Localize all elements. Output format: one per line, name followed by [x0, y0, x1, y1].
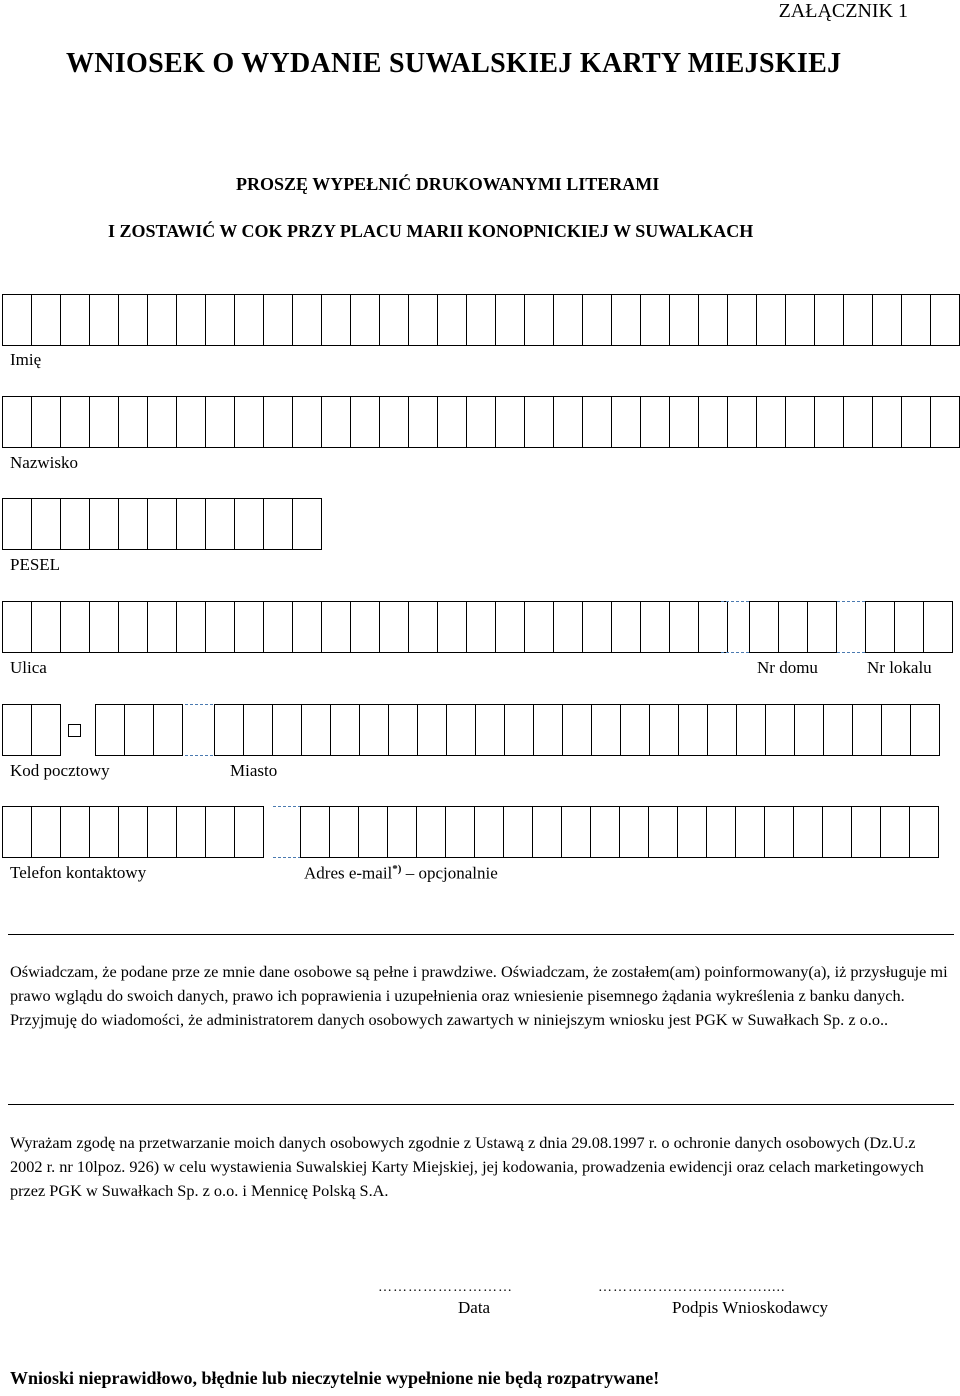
char-box[interactable]: [359, 704, 389, 756]
char-box[interactable]: [735, 806, 765, 858]
char-box[interactable]: [408, 294, 438, 346]
char-box[interactable]: [437, 396, 467, 448]
char-box[interactable]: [524, 601, 554, 653]
char-box[interactable]: [95, 704, 125, 756]
char-box[interactable]: [756, 294, 786, 346]
declaration-text: Oświadczam, że podane prze ze mnie dane osobowe są pełne i prawdziwe. Oświadczam, że zostałem(am) poinformowany(a), iż przysługuje mi prawo wglądu do swoich danych, prawo ich poprawienia i uzupełnienia oraz wniesienie pisemnego żądania wykreślenia z banku danych. Przyjmuję do wiadomości, że administratorem danych osobowych zawartych w niniejszym wniosku jest PGK w Suwałkach Sp. z o.o..: [10, 962, 948, 1029]
char-box[interactable]: [408, 396, 438, 448]
char-box[interactable]: [379, 396, 409, 448]
char-box[interactable]: [437, 601, 467, 653]
char-box[interactable]: [843, 396, 873, 448]
char-box[interactable]: [408, 601, 438, 653]
char-box[interactable]: [321, 294, 351, 346]
char-box[interactable]: [234, 601, 264, 653]
char-box[interactable]: [89, 806, 119, 858]
char-box[interactable]: [350, 294, 380, 346]
char-box[interactable]: [619, 806, 649, 858]
char-box[interactable]: [503, 806, 533, 858]
char-box[interactable]: [31, 498, 61, 550]
char-box[interactable]: [765, 704, 795, 756]
char-box[interactable]: [60, 498, 90, 550]
char-box[interactable]: [562, 704, 592, 756]
char-box[interactable]: [205, 498, 235, 550]
char-box[interactable]: [2, 704, 32, 756]
char-box[interactable]: [852, 704, 882, 756]
char-box[interactable]: [822, 806, 852, 858]
instruction-line-1: PROSZĘ WYPEŁNIĆ DRUKOWANYMI LITERAMI: [236, 174, 660, 194]
char-box[interactable]: [124, 704, 154, 756]
char-box[interactable]: [31, 704, 61, 756]
char-box[interactable]: [736, 704, 766, 756]
char-box[interactable]: [930, 396, 960, 448]
char-box[interactable]: [89, 294, 119, 346]
char-box[interactable]: [234, 806, 264, 858]
char-box[interactable]: [901, 396, 931, 448]
char-box[interactable]: [118, 806, 148, 858]
char-box[interactable]: [89, 601, 119, 653]
char-box[interactable]: [706, 806, 736, 858]
char-box[interactable]: [176, 601, 206, 653]
instruction-line-2: I ZOSTAWIĆ W COK PRZY PLACU MARII KONOPNICKIEJ W SUWALKACH: [108, 221, 754, 241]
char-box[interactable]: [611, 601, 641, 653]
char-box[interactable]: [118, 396, 148, 448]
char-box[interactable]: [416, 806, 446, 858]
char-box[interactable]: [553, 294, 583, 346]
char-box[interactable]: [778, 601, 808, 653]
char-box[interactable]: [611, 294, 641, 346]
char-box[interactable]: [388, 704, 418, 756]
postal-city-boxes[interactable]: [0, 704, 960, 756]
divider-2: [8, 1104, 954, 1105]
char-box[interactable]: [263, 601, 293, 653]
char-box[interactable]: [2, 601, 32, 653]
date-label: Data: [458, 1298, 491, 1317]
street-label: Ulica: [10, 658, 47, 677]
char-box[interactable]: [611, 396, 641, 448]
char-box[interactable]: [466, 601, 496, 653]
char-box[interactable]: [292, 294, 322, 346]
consent-text: Wyrażam zgodę na przetwarzanie moich danych osobowych zgodnie z Ustawą z dnia 29.08.1997 r. o ochronie danych osobowych (Dz.U.z 2002 r. nr 10lpoz. 926) w celu wystawienia Suwalskiej Karty Miejskiej, jej kodowania, prowadzenia ewidencji oraz celach marketingowych przez PGK w Suwałkach Sp. z o.o. i Mennicę Polską S.A.: [10, 1133, 924, 1200]
char-box[interactable]: [118, 601, 148, 653]
char-box[interactable]: [205, 396, 235, 448]
char-box[interactable]: [379, 601, 409, 653]
char-box[interactable]: [590, 806, 620, 858]
char-box[interactable]: [379, 294, 409, 346]
char-box[interactable]: [930, 294, 960, 346]
char-box[interactable]: [553, 396, 583, 448]
char-box[interactable]: [147, 498, 177, 550]
char-box[interactable]: [640, 294, 670, 346]
phone-label: Telefon kontaktowy: [10, 863, 147, 882]
char-box[interactable]: [118, 498, 148, 550]
char-box[interactable]: [350, 601, 380, 653]
signature-label: Podpis Wnioskodawcy: [672, 1298, 828, 1317]
char-box[interactable]: [234, 396, 264, 448]
char-box[interactable]: [214, 704, 244, 756]
char-box[interactable]: [669, 294, 699, 346]
address-boxes[interactable]: [0, 601, 960, 653]
char-box[interactable]: [756, 396, 786, 448]
char-box[interactable]: [292, 498, 322, 550]
char-box[interactable]: [445, 806, 475, 858]
char-box[interactable]: [31, 294, 61, 346]
char-box[interactable]: [474, 806, 504, 858]
char-box[interactable]: [205, 806, 235, 858]
char-box[interactable]: [524, 294, 554, 346]
char-box[interactable]: [147, 294, 177, 346]
char-box[interactable]: [872, 294, 902, 346]
char-box[interactable]: [794, 704, 824, 756]
email-label: Adres e-mail*) – opcjonalnie: [304, 863, 498, 883]
char-box[interactable]: [764, 806, 794, 858]
char-box[interactable]: [814, 396, 844, 448]
char-box[interactable]: [678, 704, 708, 756]
char-box[interactable]: [147, 601, 177, 653]
char-box[interactable]: [785, 294, 815, 346]
pesel-label: PESEL: [10, 555, 61, 574]
char-box[interactable]: [582, 601, 612, 653]
checkbox-icon[interactable]: [68, 724, 81, 737]
char-box[interactable]: [532, 806, 562, 858]
char-box[interactable]: [263, 396, 293, 448]
char-box[interactable]: [582, 396, 612, 448]
char-box[interactable]: [727, 294, 757, 346]
first-name-boxes[interactable]: [0, 294, 960, 346]
char-box[interactable]: [2, 396, 32, 448]
char-box[interactable]: [31, 396, 61, 448]
char-box[interactable]: [176, 294, 206, 346]
char-box[interactable]: [466, 396, 496, 448]
char-box[interactable]: [880, 806, 910, 858]
char-box[interactable]: [153, 704, 183, 756]
last-name-label: Nazwisko: [10, 453, 78, 472]
char-box[interactable]: [300, 806, 330, 858]
char-box[interactable]: [851, 806, 881, 858]
char-box[interactable]: [533, 704, 563, 756]
attachment-label: ZAŁĄCZNIK 1: [778, 0, 908, 22]
char-box[interactable]: [329, 806, 359, 858]
char-box[interactable]: [495, 294, 525, 346]
char-box[interactable]: [881, 704, 911, 756]
char-box[interactable]: [272, 704, 302, 756]
date-line: ………………………: [378, 1280, 513, 1295]
char-box[interactable]: [321, 601, 351, 653]
char-box[interactable]: [785, 396, 815, 448]
char-box[interactable]: [475, 704, 505, 756]
char-box[interactable]: [698, 396, 728, 448]
char-box[interactable]: [648, 806, 678, 858]
char-box[interactable]: [234, 498, 264, 550]
char-box[interactable]: [321, 396, 351, 448]
char-box[interactable]: [263, 294, 293, 346]
char-box[interactable]: [176, 396, 206, 448]
last-name-boxes[interactable]: [0, 396, 960, 448]
char-box[interactable]: [524, 396, 554, 448]
divider-1: [8, 934, 954, 935]
city-label: Miasto: [230, 761, 278, 780]
char-box[interactable]: [243, 704, 273, 756]
char-box[interactable]: [60, 601, 90, 653]
char-box[interactable]: [176, 806, 206, 858]
char-box[interactable]: [814, 294, 844, 346]
char-box[interactable]: [749, 601, 779, 653]
char-box[interactable]: [147, 806, 177, 858]
char-box[interactable]: [2, 806, 32, 858]
char-box[interactable]: [553, 601, 583, 653]
char-box[interactable]: [669, 396, 699, 448]
char-box[interactable]: [118, 294, 148, 346]
char-box[interactable]: [292, 601, 322, 653]
house-number-label: Nr domu: [757, 658, 818, 677]
char-box[interactable]: [205, 294, 235, 346]
char-box[interactable]: [330, 704, 360, 756]
char-box[interactable]: [727, 396, 757, 448]
char-box[interactable]: [923, 601, 953, 653]
char-box[interactable]: [437, 294, 467, 346]
char-box[interactable]: [865, 601, 895, 653]
char-box[interactable]: [466, 294, 496, 346]
char-box[interactable]: [2, 294, 32, 346]
char-box[interactable]: [910, 704, 940, 756]
footer-warning: Wnioski nieprawidłowo, błędnie lub nieczytelnie wypełnione nie będą rozpatrywane!: [10, 1368, 660, 1388]
char-box[interactable]: [205, 601, 235, 653]
char-box[interactable]: [707, 704, 737, 756]
char-box[interactable]: [640, 396, 670, 448]
char-box[interactable]: [649, 704, 679, 756]
char-box[interactable]: [176, 498, 206, 550]
char-box[interactable]: [591, 704, 621, 756]
form-title: WNIOSEK O WYDANIE SUWALSKIEJ KARTY MIEJSKIEJ: [66, 48, 842, 79]
char-box[interactable]: [843, 294, 873, 346]
char-box[interactable]: [60, 294, 90, 346]
char-box[interactable]: [60, 806, 90, 858]
char-box[interactable]: [504, 704, 534, 756]
char-box[interactable]: [301, 704, 331, 756]
char-box[interactable]: [669, 601, 699, 653]
char-box[interactable]: [561, 806, 591, 858]
first-name-label: Imię: [10, 350, 42, 369]
char-box[interactable]: [31, 601, 61, 653]
char-box[interactable]: [2, 498, 32, 550]
char-box[interactable]: [446, 704, 476, 756]
char-box[interactable]: [894, 601, 924, 653]
char-box[interactable]: [620, 704, 650, 756]
char-box[interactable]: [31, 806, 61, 858]
char-box[interactable]: [901, 294, 931, 346]
char-box[interactable]: [640, 601, 670, 653]
phone-email-boxes[interactable]: [0, 806, 960, 858]
char-box[interactable]: [417, 704, 447, 756]
char-box[interactable]: [909, 806, 939, 858]
char-box[interactable]: [263, 498, 293, 550]
char-box[interactable]: [872, 396, 902, 448]
char-box[interactable]: [807, 601, 837, 653]
char-box[interactable]: [292, 396, 322, 448]
char-box[interactable]: [234, 294, 264, 346]
char-box[interactable]: [823, 704, 853, 756]
pesel-boxes[interactable]: [0, 498, 960, 550]
char-box[interactable]: [677, 806, 707, 858]
char-box[interactable]: [147, 396, 177, 448]
signature-line: …………………………….....: [598, 1280, 786, 1295]
char-box[interactable]: [89, 396, 119, 448]
char-box[interactable]: [350, 396, 380, 448]
char-box[interactable]: [495, 396, 525, 448]
char-box[interactable]: [358, 806, 388, 858]
char-box[interactable]: [60, 396, 90, 448]
char-box[interactable]: [89, 498, 119, 550]
char-box[interactable]: [698, 294, 728, 346]
postal-code-label: Kod pocztowy: [10, 761, 110, 780]
char-box[interactable]: [582, 294, 612, 346]
apartment-number-label: Nr lokalu: [867, 658, 932, 677]
char-box[interactable]: [495, 601, 525, 653]
char-box[interactable]: [387, 806, 417, 858]
char-box[interactable]: [793, 806, 823, 858]
